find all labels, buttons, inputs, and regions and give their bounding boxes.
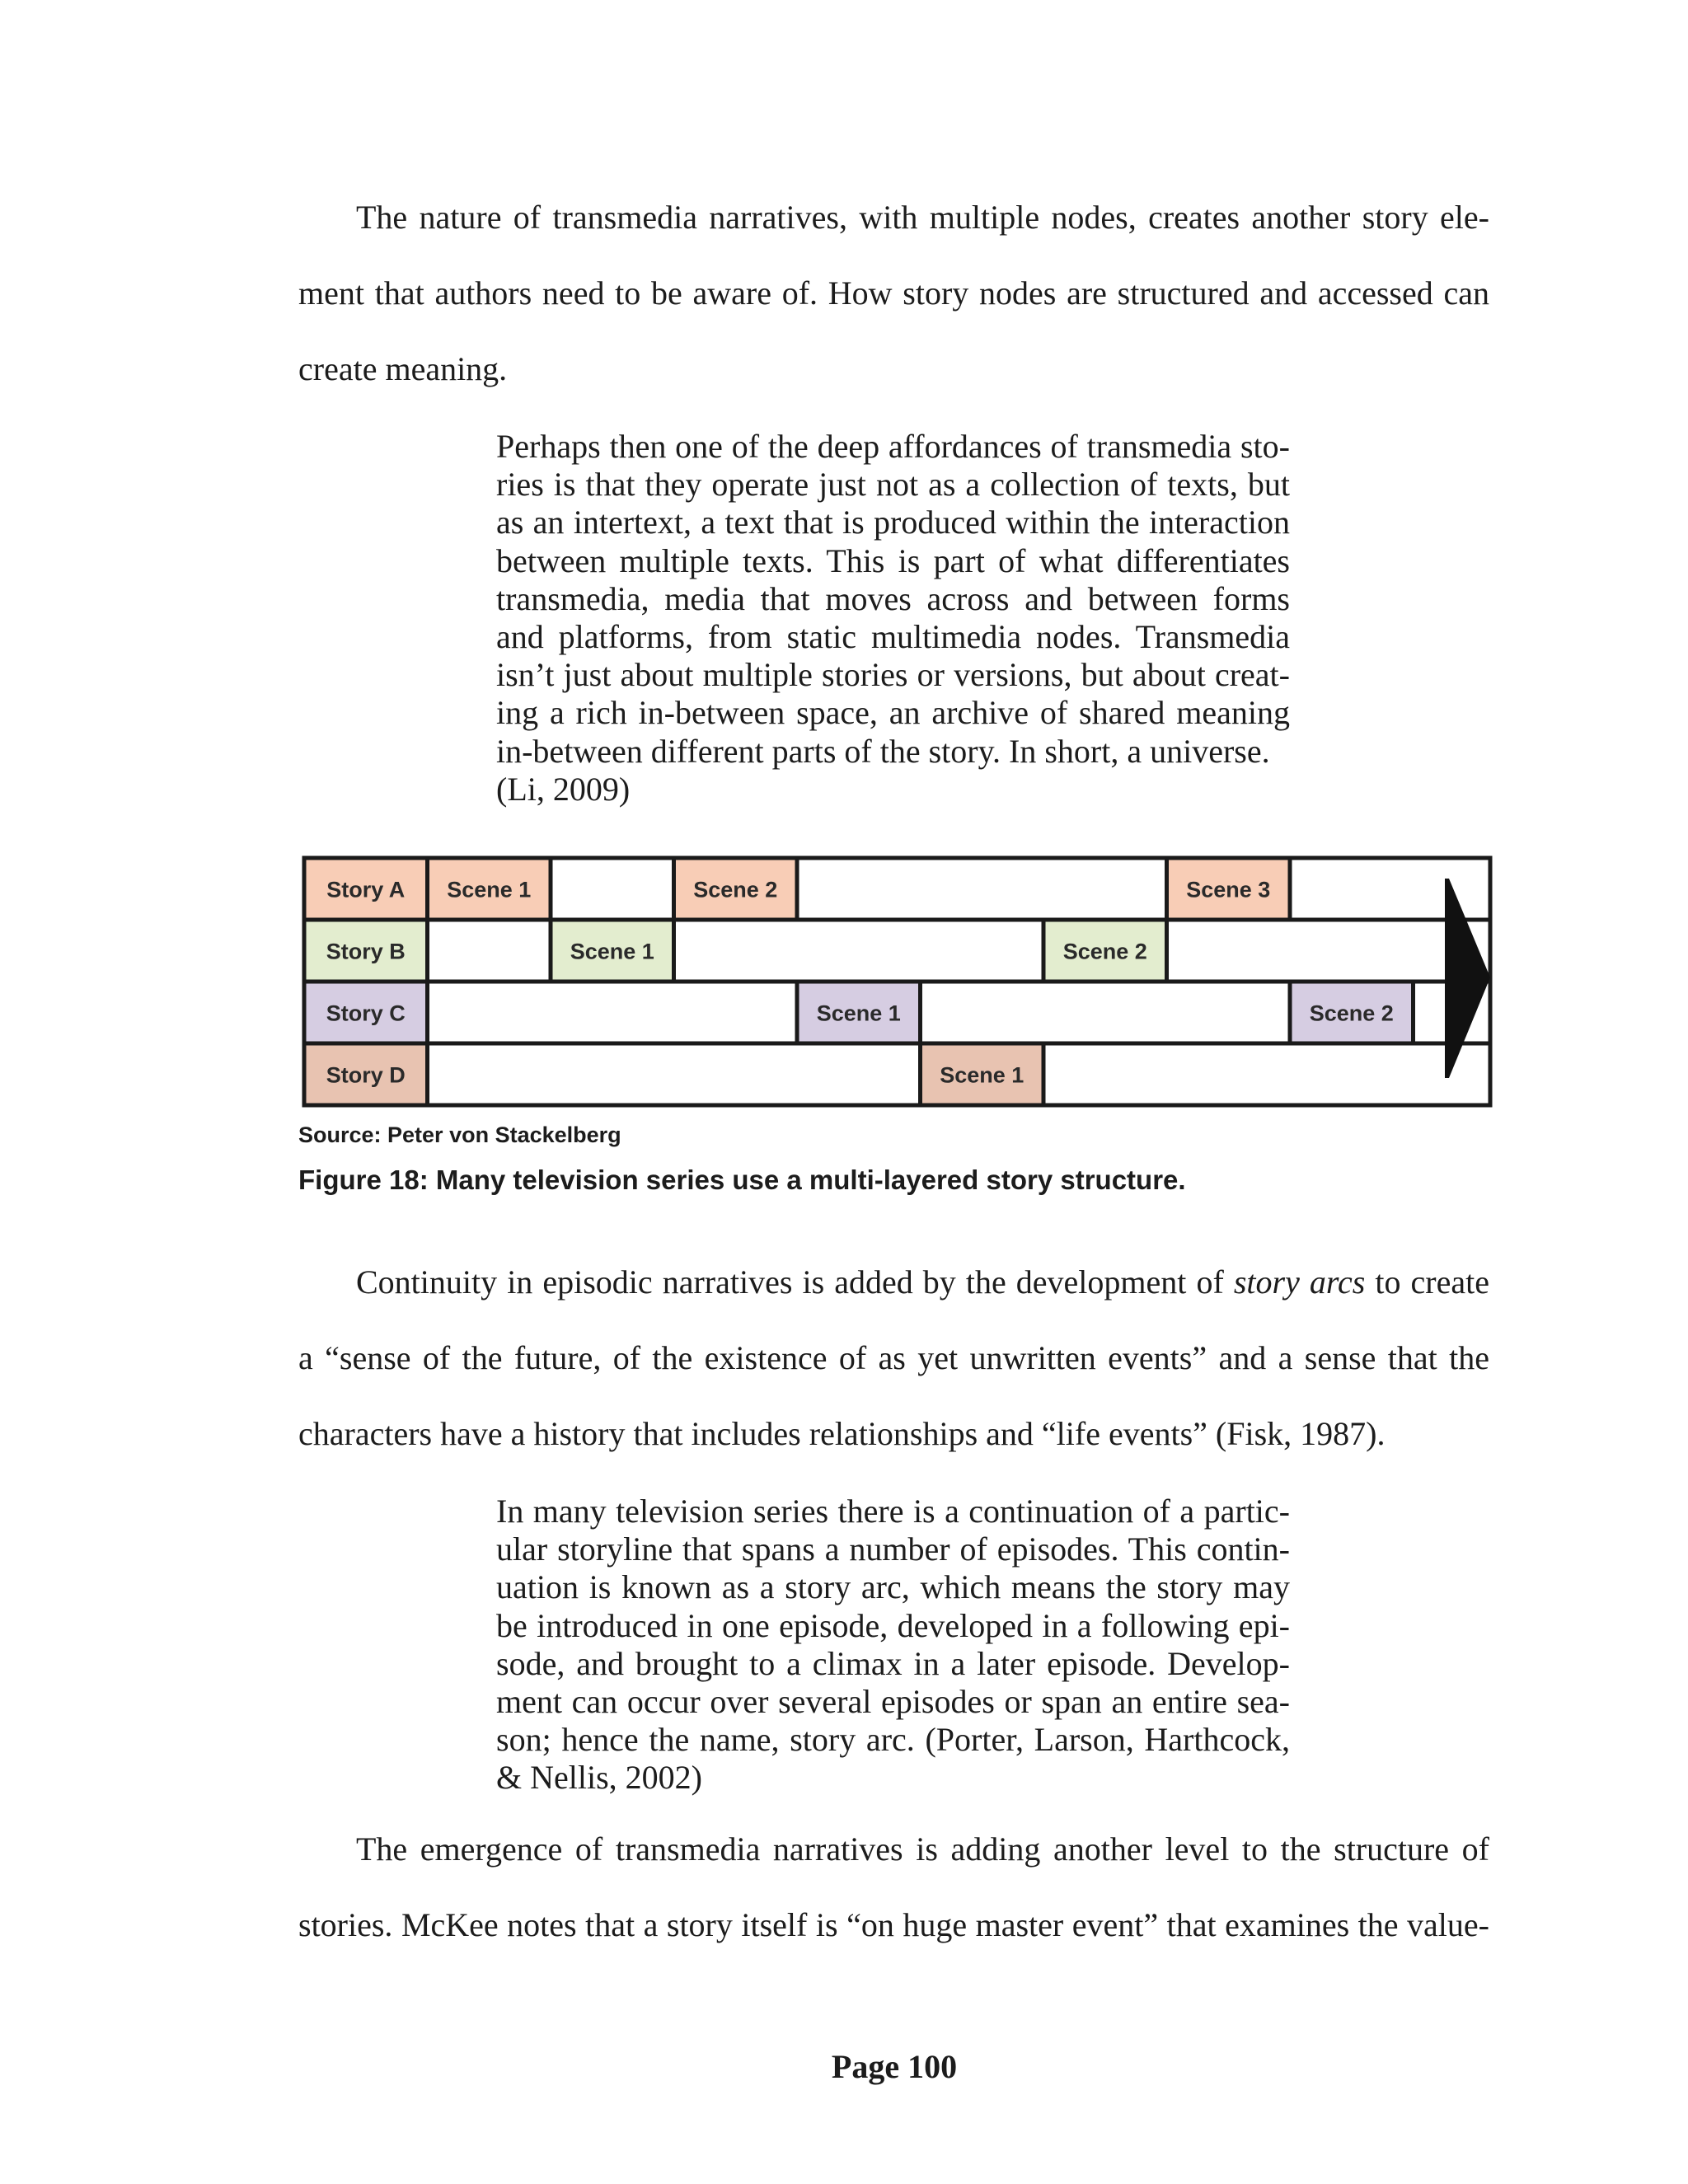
quote-line: uation is known as a story arc, which means the story may [496,1568,1290,1606]
quote-line: between multiple texts. This is part of what differentiates [496,541,1290,579]
paragraph-line: create meaning. [298,350,508,387]
quote-line: be introduced in one episode, developed in a following epi- [496,1606,1290,1644]
paragraph-line: a “sense of the future, of the existence of as yet unwritten events” and a sense that the [298,1339,1489,1376]
quote-line: and platforms, from static multimedia nodes. Transmedia [496,617,1290,655]
quote-line: son; hence the name, story arc. (Porter, Larson, Harthcock, [496,1721,1290,1759]
quote-line: & Nellis, 2002) [496,1759,702,1797]
scene-label: Scene 1 [447,877,532,902]
story-label: Story D [326,1062,406,1088]
text-span: to create [1365,1263,1489,1301]
paragraph-line: stories. McKee notes that a story itself is “on huge master event” that examines the value- [298,1906,1489,1943]
scene-label: Scene 1 [940,1062,1025,1088]
scene-label: Scene 2 [1062,939,1147,964]
scene-label: Scene 1 [816,1001,901,1026]
quote-line: in-between different parts of the story. In short, a universe. [496,732,1270,770]
story-structure-svg [300,854,1495,1108]
story-structure-diagram [300,854,1495,1108]
quote-line: ries is that they operate just not as a collection of texts, but [496,466,1290,504]
quote-line: Perhaps then one of the deep affordances of transmedia sto- [496,428,1290,465]
quote-line: sode, and brought to a climax in a later episode. Develop- [496,1644,1290,1682]
story-label: Story A [326,877,406,902]
story-label: Story B [326,939,406,964]
block-quote-li [496,428,1290,808]
scene-label: Scene 1 [570,939,654,964]
block-quote-porter [496,1493,1290,1797]
quote-line: ment can occur over several episodes or span an entire sea- [496,1682,1290,1720]
text-span: Continuity in episodic narratives is added by the development of [356,1263,1234,1301]
paragraph-line: The nature of transmedia narratives, with multiple nodes, creates another story ele- [356,199,1489,236]
figure-source: Source: Peter von Stackelberg [298,1122,621,1147]
quote-line: (Li, 2009) [496,770,631,808]
quote-line: transmedia, media that moves across and between forms [496,579,1290,617]
page-number: Page 100 [831,2048,958,2085]
scene-label: Scene 3 [1186,877,1271,902]
figure-caption: Figure 18: Many television series use a multi-layered story structure. [298,1165,1186,1195]
paragraph-line: characters have a history that includes relationships and “life events” (Fisk, 1987). [298,1415,1386,1452]
quote-line: ing a rich in-between space, an archive of shared meaning [496,694,1290,732]
paragraph-line: The emergence of transmedia narratives is adding another level to the structure of [356,1830,1489,1868]
quote-line: In many television series there is a continuation of a partic- [496,1493,1290,1530]
italic-term: story arcs [1233,1263,1366,1301]
quote-line: as an intertext, a text that is produced within the interaction [496,504,1290,541]
quote-line: ular storyline that spans a number of episodes. This contin- [496,1530,1290,1568]
quote-line: isn’t just about multiple stories or versions, but about creat- [496,656,1290,694]
story-label: Story C [326,1001,406,1026]
paragraph-line [356,1263,1489,1301]
scene-label: Scene 2 [693,877,778,902]
paragraph-line: ment that authors need to be aware of. How story nodes are structured and accessed can [298,274,1489,312]
scene-label: Scene 2 [1309,1001,1394,1026]
